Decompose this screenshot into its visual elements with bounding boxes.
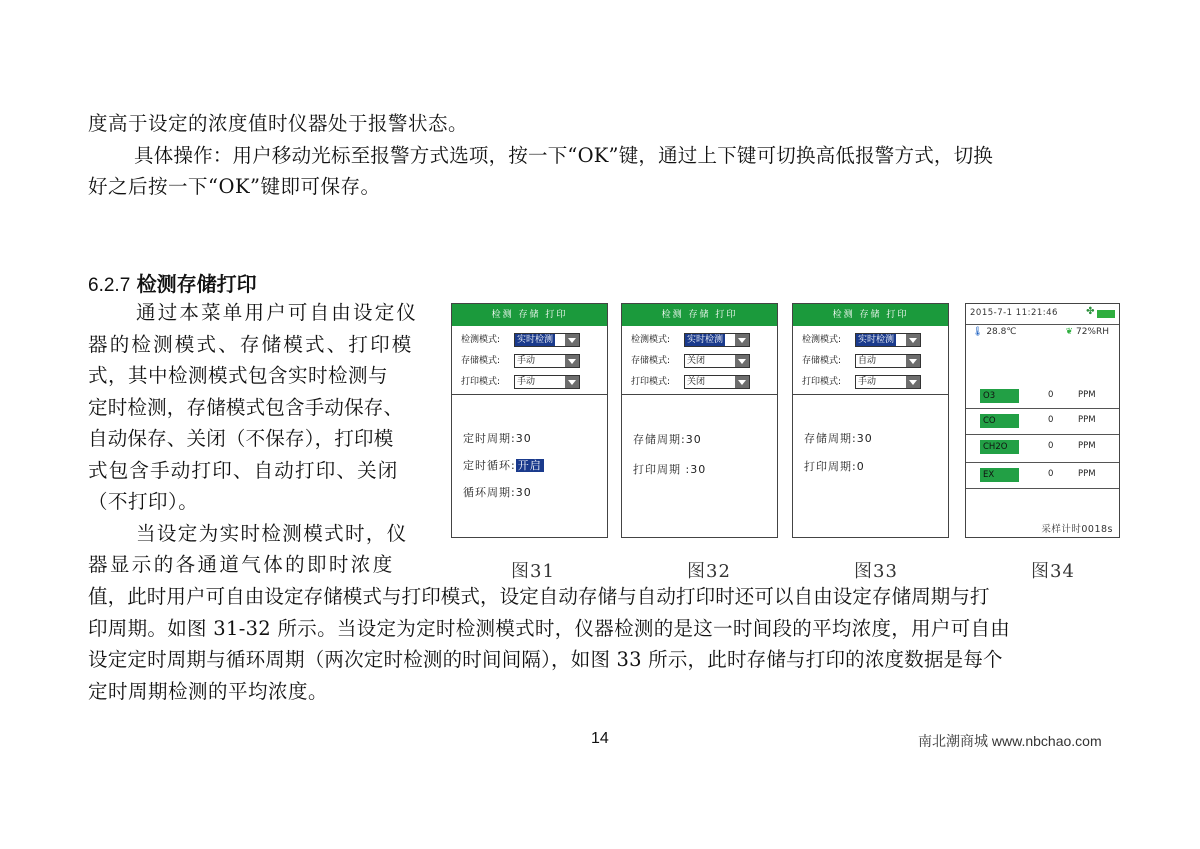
- timed-loop: [463, 457, 544, 473]
- panel-header: 检测 存储 打印: [622, 304, 777, 326]
- bottom-line-1: 值，此时用户可自由设定存储模式与打印模式，设定自动存储与自动打印时还可以自由设定存储周期与打: [88, 585, 990, 608]
- caption-fig33: 图33: [854, 561, 898, 582]
- store-mode-label: 存储模式:: [631, 356, 671, 366]
- left-line-2: 器的检测模式、存储模式、打印模: [88, 333, 414, 356]
- gas-unit: PPM: [1078, 441, 1096, 451]
- sampling-timer: 采样计时0018s: [1041, 524, 1113, 535]
- print-mode-value: 关闭: [687, 377, 706, 387]
- panel-header: 检测 存储 打印: [793, 304, 948, 326]
- chevron-down-icon: [906, 376, 920, 388]
- status-bar: [966, 304, 1119, 322]
- site-watermark: 南北潮商城 www.nbchao.com: [918, 733, 1102, 749]
- environment-readout: [966, 325, 1119, 343]
- timed-loop-value[interactable]: 开启: [517, 459, 542, 472]
- gas-value: 0: [1048, 415, 1054, 425]
- gas-row-co: [966, 408, 1119, 433]
- detect-mode-row: [461, 333, 514, 347]
- loop-period: [463, 484, 532, 500]
- divider: [452, 394, 607, 395]
- gas-row-o3: [966, 384, 1119, 408]
- divider: [622, 394, 777, 395]
- gas-unit: PPM: [1078, 469, 1096, 479]
- humidity-readout: [1066, 327, 1109, 337]
- print-mode-value: 手动: [858, 377, 877, 387]
- figure-34-panel: [965, 303, 1120, 538]
- print-mode-label: 打印模式:: [802, 377, 842, 387]
- section-title: 检测存储打印: [136, 272, 257, 296]
- gas-name: O3: [980, 389, 1019, 403]
- detect-mode-value: 实时检测: [687, 335, 724, 345]
- left-line-5: 自动保存、关闭（不保存），打印模: [88, 427, 394, 450]
- store-mode-row: [802, 354, 855, 368]
- detect-mode-label: 检测模式:: [802, 335, 842, 345]
- left-line-3: 式，其中检测模式包含实时检测与: [88, 364, 389, 387]
- detect-mode-label: 检测模式:: [631, 335, 671, 345]
- store-mode-row: [461, 354, 514, 368]
- print-period: 打印周期:0: [804, 460, 865, 473]
- store-mode-value: 关闭: [687, 356, 706, 366]
- gas-value: 0: [1048, 441, 1054, 451]
- chevron-down-icon: [565, 355, 579, 367]
- timed-period-label: 定时周期:: [463, 432, 516, 445]
- caption-fig32: 图32: [687, 561, 731, 582]
- print-mode-select[interactable]: [684, 375, 750, 389]
- left-line-1: 通过本菜单用户可自由设定仪: [136, 301, 419, 324]
- gas-row-ex: [966, 462, 1119, 487]
- caption-fig31: 图31: [511, 561, 555, 582]
- detect-mode-row: [631, 333, 684, 347]
- detect-mode-select[interactable]: [514, 333, 580, 347]
- divider: [793, 394, 948, 395]
- thermometer-icon: 🌡: [972, 327, 984, 337]
- print-mode-label: 打印模式:: [461, 377, 501, 387]
- detect-mode-value: 实时检测: [858, 335, 895, 345]
- humidity-icon: ❦: [1065, 327, 1074, 337]
- gas-value: 0: [1048, 469, 1054, 479]
- chevron-down-icon: [906, 355, 920, 367]
- intro-line-1: 度高于设定的浓度值时仪器处于报警状态。: [88, 112, 469, 135]
- section-number: 6.2.7: [88, 275, 131, 296]
- print-mode-row: [802, 375, 855, 389]
- temperature: 28.8℃: [986, 327, 1017, 337]
- gas-name: CO: [980, 414, 1019, 428]
- store-mode-value: 手动: [517, 356, 536, 366]
- gas-row-ch2o: [966, 434, 1119, 459]
- gas-name: CH2O: [980, 440, 1019, 454]
- print-mode-select[interactable]: [855, 375, 921, 389]
- chevron-down-icon: [735, 355, 749, 367]
- gas-value: 0: [1048, 390, 1054, 400]
- datetime: 2015-7-1 11:21:46: [970, 308, 1058, 318]
- page-number: 14: [591, 730, 609, 747]
- intro-line-2: 具体操作：用户移动光标至报警方式选项，按一下“OK”键，通过上下键可切换高低报警方式，切换: [134, 144, 993, 167]
- figure-31-panel: [451, 303, 608, 538]
- store-mode-select[interactable]: [855, 354, 921, 368]
- print-mode-value: 手动: [517, 377, 536, 387]
- print-mode-row: [461, 375, 514, 389]
- loop-period-label: 循环周期:: [463, 486, 516, 499]
- figure-33-panel: [792, 303, 949, 538]
- section-heading: [88, 268, 257, 297]
- bottom-line-4: 定时周期检测的平均浓度。: [88, 680, 329, 703]
- store-mode-row: [631, 354, 684, 368]
- caption-fig34: 图34: [1031, 561, 1075, 582]
- left-line-9: 器显示的各通道气体的即时浓度: [88, 553, 395, 576]
- detect-mode-row: [802, 333, 855, 347]
- timed-period-value: 30: [515, 432, 532, 445]
- figure-32-panel: [621, 303, 778, 538]
- left-line-7: （不打印）。: [88, 490, 199, 513]
- store-mode-select[interactable]: [514, 354, 580, 368]
- store-period: 存储周期:30: [633, 433, 702, 446]
- gas-unit: PPM: [1078, 390, 1096, 400]
- print-mode-label: 打印模式:: [631, 377, 671, 387]
- bottom-line-2: 印周期。如图 31-32 所示。当设定为定时检测模式时，仪器检测的是这一时间段的平均浓度，用户可自由: [88, 617, 1011, 640]
- chevron-down-icon: [565, 376, 579, 388]
- gas-unit: PPM: [1078, 415, 1096, 425]
- battery-icon: [1097, 310, 1115, 318]
- timed-period: [463, 430, 532, 446]
- loop-period-value: 30: [515, 486, 532, 499]
- print-mode-row: [631, 375, 684, 389]
- detect-mode-select[interactable]: [855, 333, 921, 347]
- fan-icon: ✤: [1086, 306, 1095, 317]
- print-period: 打印周期 :30: [633, 463, 707, 476]
- intro-line-3: 好之后按一下“OK”键即可保存。: [88, 175, 381, 198]
- store-mode-select[interactable]: [684, 354, 750, 368]
- detect-mode-label: 检测模式:: [461, 335, 501, 345]
- chevron-down-icon: [735, 334, 749, 346]
- left-line-4: 定时检测，存储模式包含手动保存、: [88, 396, 404, 419]
- panel-header: 检测 存储 打印: [452, 304, 607, 326]
- print-mode-select[interactable]: [514, 375, 580, 389]
- chevron-down-icon: [906, 334, 920, 346]
- bottom-line-3: 设定定时周期与循环周期（两次定时检测的时间间隔），如图 33 所示，此时存储与打印的浓度数据是每个: [88, 648, 1003, 671]
- humidity: 72%RH: [1075, 327, 1109, 337]
- left-line-8: 当设定为实时检测模式时，仪: [136, 522, 408, 545]
- chevron-down-icon: [565, 334, 579, 346]
- store-mode-label: 存储模式:: [461, 356, 501, 366]
- store-mode-label: 存储模式:: [802, 356, 842, 366]
- detect-mode-value: 实时检测: [517, 335, 554, 345]
- left-line-6: 式包含手动打印、自动打印、关闭: [88, 459, 399, 482]
- store-period: 存储周期:30: [804, 432, 873, 445]
- chevron-down-icon: [735, 376, 749, 388]
- detect-mode-select[interactable]: [684, 333, 750, 347]
- timed-loop-label: 定时循环:: [463, 459, 516, 472]
- divider: [966, 488, 1119, 489]
- store-mode-value: 自动: [858, 356, 877, 366]
- gas-name: EX: [980, 468, 1019, 482]
